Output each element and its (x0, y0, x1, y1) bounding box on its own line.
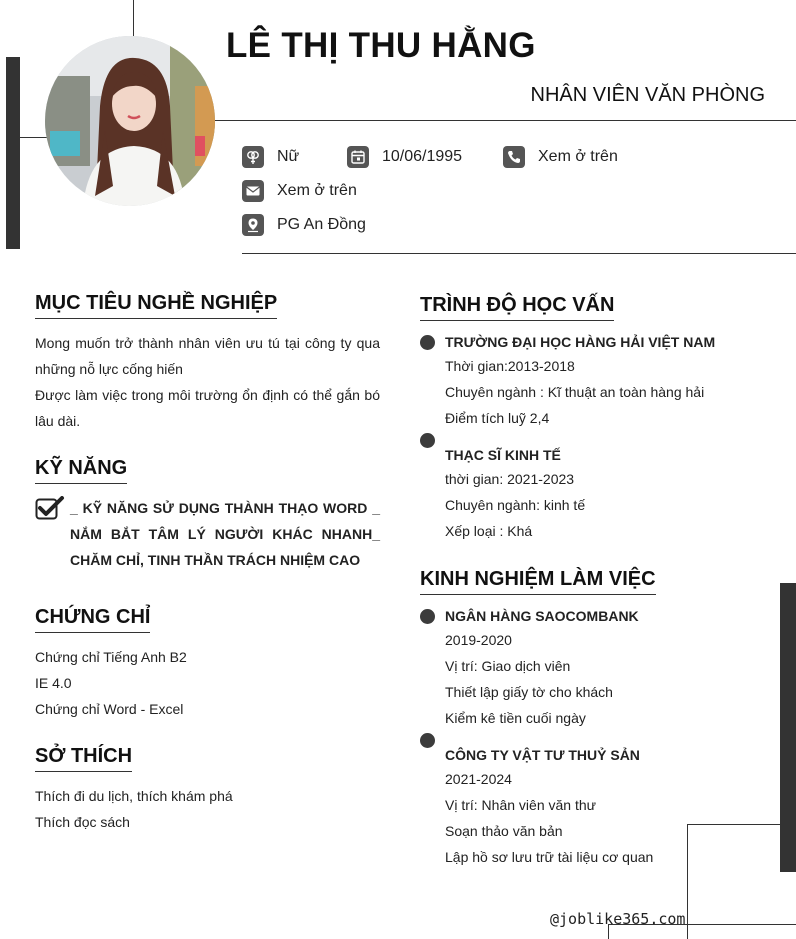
frame-line (687, 824, 688, 939)
skills-heading: KỸ NĂNG (35, 457, 127, 484)
detail-line: Chuyên ngành : Kĩ thuật an toàn hàng hải (445, 384, 705, 400)
watermark: @joblike365.com (550, 910, 686, 928)
address-row (242, 214, 366, 236)
detail-line: Vị trí: Giao dịch viên (445, 658, 571, 674)
detail-line: Thiết lập giấy tờ cho khách (445, 684, 613, 700)
candidate-name: LÊ THỊ THU HẰNG (226, 26, 536, 65)
gender-icon (242, 146, 264, 168)
detail-line: thời gian: 2021-2023 (445, 471, 575, 487)
list-item: Chứng chỉ Word - Excel (35, 701, 184, 717)
gender-row (242, 146, 299, 168)
experience-details (445, 627, 613, 731)
education-heading: TRÌNH ĐỘ HỌC VẤN (420, 294, 614, 321)
birthdate-row (347, 146, 462, 168)
mail-icon (242, 180, 264, 202)
detail-line: Thời gian:2013-2018 (445, 358, 575, 374)
certificates-list (35, 644, 187, 722)
detail-line: Điểm tích luỹ 2,4 (445, 410, 550, 426)
detail-line: Chuyên ngành: kinh tế (445, 497, 586, 513)
checkbox-checked-icon (35, 496, 65, 527)
left-accent-bar (6, 57, 20, 249)
objective-text (35, 330, 380, 434)
experience-details (445, 766, 653, 870)
right-accent-bar (780, 583, 796, 872)
education-details (445, 466, 585, 544)
education-details (445, 353, 704, 431)
hobbies-list (35, 783, 233, 835)
frame-line (687, 824, 780, 825)
skills-text: _ KỸ NĂNG SỬ DỤNG THÀNH THẠO WORD _ NẮM BẮT TÂM LÝ NGƯỜI KHÁC NHANH_ CHĂM CHỈ, TINH THẦN TRÁCH NHIỆM CAO (70, 500, 380, 568)
detail-line: Kiểm kê tiền cuối ngày (445, 710, 586, 726)
detail-line: 2019-2020 (445, 632, 512, 648)
address-value: PG An Đồng (277, 216, 366, 233)
info-divider (242, 253, 796, 254)
gender-value: Nữ (277, 148, 300, 165)
email-value: Xem ở trên (277, 182, 357, 199)
location-pin-icon (242, 214, 264, 236)
detail-line: Soạn thảo văn bản (445, 823, 563, 839)
calendar-icon (347, 146, 369, 168)
bullet-dot (420, 433, 435, 448)
phone-icon (503, 146, 525, 168)
birthdate-value: 10/06/1995 (382, 148, 463, 165)
list-item: IE 4.0 (35, 675, 72, 691)
objective-line: Được làm việc trong môi trường ổn định có thể gắn bó lâu dài. (35, 387, 380, 429)
detail-line: Lập hồ sơ lưu trữ tài liệu cơ quan (445, 849, 654, 865)
experience-heading: KINH NGHIỆM LÀM VIỆC (420, 568, 656, 595)
objective-line: Mong muốn trở thành nhân viên ưu tú tại công ty qua những nỗ lực cống hiến (35, 335, 380, 377)
certificates-heading: CHỨNG CHỈ (35, 606, 150, 633)
frame-line (20, 137, 50, 138)
experience-company: NGÂN HÀNG SAOCOMBANK (445, 608, 639, 624)
job-title: NHÂN VIÊN VĂN PHÒNG (530, 84, 765, 106)
phone-row (503, 146, 618, 168)
email-row (242, 180, 357, 202)
detail-line: Vị trí: Nhân viên văn thư (445, 797, 596, 813)
objective-heading: MỤC TIÊU NGHỀ NGHIỆP (35, 292, 277, 319)
list-item: Thích đọc sách (35, 814, 130, 830)
hobbies-heading: SỞ THÍCH (35, 745, 132, 772)
header-divider (215, 120, 796, 121)
list-item: Thích đi du lịch, thích khám phá (35, 788, 233, 804)
bullet-dot (420, 609, 435, 624)
detail-line: 2021-2024 (445, 771, 512, 787)
detail-line: Xếp loại : Khá (445, 523, 533, 539)
experience-company: CÔNG TY VẬT TƯ THUỶ SẢN (445, 747, 640, 763)
education-school: THẠC SĨ KINH TẾ (445, 447, 561, 463)
bullet-dot (420, 335, 435, 350)
education-school: TRƯỜNG ĐẠI HỌC HÀNG HẢI VIỆT NAM (445, 334, 716, 350)
frame-line (133, 0, 134, 36)
phone-value: Xem ở trên (538, 148, 618, 165)
bullet-dot (420, 733, 435, 748)
list-item: Chứng chỉ Tiếng Anh B2 (35, 649, 187, 665)
avatar (45, 36, 215, 206)
